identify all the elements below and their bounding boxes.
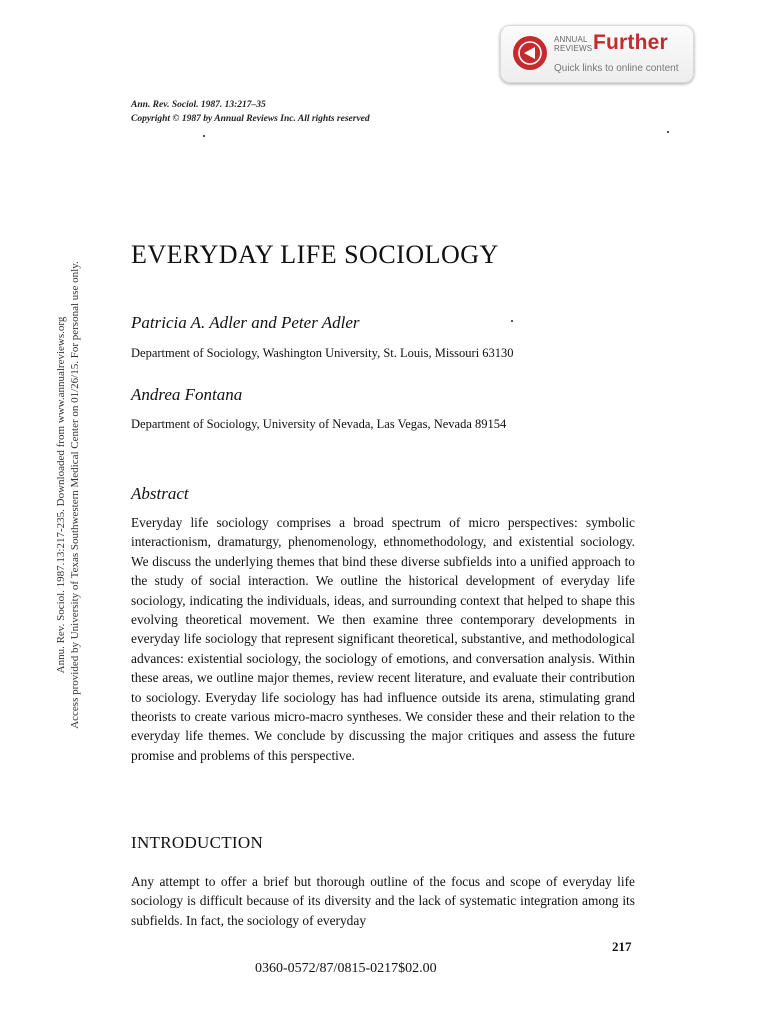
journal-citation: Ann. Rev. Sociol. 1987. 13:217–35 [131,100,266,110]
copyright-line: Copyright © 1987 by Annual Reviews Inc. All rights reserved [131,114,370,124]
annual-reviews-further-badge[interactable] [500,25,694,83]
author-names-1: Patricia A. Adler and Peter Adler [131,313,360,332]
author-names-2: Andrea Fontana [131,385,243,404]
scan-speck [667,131,669,133]
side-note-line-1: Annu. Rev. Sociol. 1987.13:217-235. Downloaded from www.annualreviews.org [55,316,67,674]
abstract-text: Everyday life sociology comprises a broad spectrum of micro perspectives: symbolic interactionism, dramaturgy, phenomenology, ethnomethodology, and existential sociology. We discuss the underlying themes that bind these diverse subfields into a unified approach to the study of social interaction. We outline the historical development of everyday life sociology, indicating the individuals, ideas, and surrounding context that helped to shape this evolving theoretical movement. We then examine three contemporary developments in everyday life sociology that represent significant theoretical, substantive, and methodological advances: existential sociology, the sociology of emotions, and conversation analysis. Within these areas, we outline major themes, review recent literature, and evaluate their contribution to sociology. Everyday life sociology has had influence outside its arena, stimulating grand theorists to create various micro-macro syntheses. We consider these and their relation to the everyday life themes. We conclude by discussing the major critiques and assess the future promise and problems of this perspective. [131,515,635,763]
article-title: EVERYDAY LIFE SOCIOLOGY [131,240,499,269]
abstract-heading: Abstract [131,484,189,503]
price-code: 0360-0572/87/0815-0217$02.00 [255,961,437,976]
page-number: 217 [612,939,632,954]
side-note-line-2: Access provided by University of Texas Southwestern Medical Center on 01/26/15. For personal use only. [69,261,81,729]
introduction-heading: INTRODUCTION [131,833,264,852]
further-subtitle: Quick links to online content [554,63,679,74]
scan-speck [203,135,205,137]
author-affiliation-2: Department of Sociology, University of Nevada, Las Vegas, Nevada 89154 [131,417,507,431]
scan-speck [511,320,513,322]
further-label: Further [593,31,668,54]
author-affiliation-1: Department of Sociology, Washington University, St. Louis, Missouri 63130 [131,346,514,360]
annual-reviews-label: ANNUAL REVIEWS [554,35,593,53]
download-side-note [54,195,82,795]
introduction-text: Any attempt to offer a brief but thorough outline of the focus and scope of everyday life sociology is difficult because of its diversity and the lack of systematic integration among its subfields. In fact, the sociology of everyday [131,874,635,928]
play-back-icon [513,36,547,70]
